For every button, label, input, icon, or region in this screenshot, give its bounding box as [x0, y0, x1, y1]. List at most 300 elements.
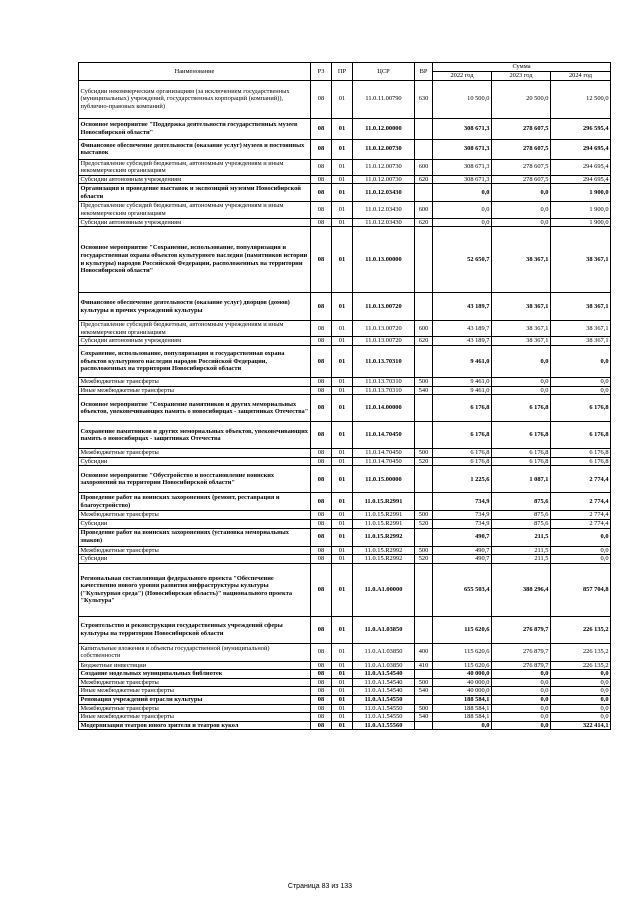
cell-sum-2023: 211,5 [492, 546, 551, 555]
cell-sum-2022: 1 225,6 [433, 466, 492, 493]
cell-pr: 01 [332, 661, 353, 670]
cell-rz: 08 [311, 704, 332, 713]
cell-pr: 01 [332, 337, 353, 346]
cell-name: Организация и проведение выставок и экспозиций музеями Новосибирской области [79, 184, 311, 202]
cell-pr: 01 [332, 616, 353, 643]
header-rz: РЗ [311, 63, 332, 81]
cell-rz: 08 [311, 293, 332, 321]
cell-sum-2023: 278 607,5 [492, 159, 551, 175]
cell-csr: 11.0.14.70450 [353, 422, 415, 449]
cell-pr: 01 [332, 227, 353, 293]
cell-rz: 08 [311, 466, 332, 493]
cell-vr: 500 [415, 449, 433, 458]
header-csr: ЦСР [353, 63, 415, 81]
table-row [79, 449, 611, 458]
cell-sum-2024: 1 900,0 [551, 202, 611, 218]
cell-sum-2022: 308 671,3 [433, 159, 492, 175]
cell-rz: 08 [311, 386, 332, 395]
cell-sum-2024: 12 500,0 [551, 80, 611, 118]
cell-sum-2023: 276 879,7 [492, 661, 551, 670]
cell-sum-2024: 294 695,4 [551, 139, 611, 159]
table-row [79, 184, 611, 202]
table-row [79, 616, 611, 643]
cell-pr: 01 [332, 395, 353, 422]
cell-vr: 600 [415, 202, 433, 218]
cell-rz: 08 [311, 449, 332, 458]
cell-csr: 11.0.12.00730 [353, 139, 415, 159]
cell-vr [415, 293, 433, 321]
cell-name: Субсидии некоммерческим организациям (за исключением государственных (муниципальных) учреждений, государственных корпораций (компаний)), публично-правовых компаний) [79, 80, 311, 118]
cell-sum-2023: 0,0 [492, 704, 551, 713]
cell-sum-2023: 0,0 [492, 377, 551, 386]
cell-sum-2022: 490,7 [433, 555, 492, 564]
cell-rz: 08 [311, 80, 332, 118]
cell-rz: 08 [311, 643, 332, 661]
cell-sum-2022: 0,0 [433, 202, 492, 218]
table-row [79, 670, 611, 679]
cell-csr: 11.0.14.70450 [353, 457, 415, 466]
cell-pr: 01 [332, 218, 353, 227]
cell-sum-2024: 38 367,1 [551, 337, 611, 346]
cell-csr: 11.0.14.70450 [353, 449, 415, 458]
cell-sum-2023: 6 176,8 [492, 395, 551, 422]
cell-pr: 01 [332, 678, 353, 687]
cell-vr: 520 [415, 519, 433, 528]
cell-csr: 11.0.15.00000 [353, 466, 415, 493]
header-year-2022: 2022 год [433, 72, 492, 81]
cell-rz: 08 [311, 678, 332, 687]
cell-sum-2024: 0,0 [551, 687, 611, 696]
cell-pr: 01 [332, 555, 353, 564]
cell-pr: 01 [332, 386, 353, 395]
cell-vr: 540 [415, 386, 433, 395]
cell-sum-2022: 6 176,8 [433, 449, 492, 458]
header-year-2024: 2024 год [551, 72, 611, 81]
cell-name: Субсидии автономным учреждениям [79, 175, 311, 184]
cell-csr: 11.0.12.00730 [353, 175, 415, 184]
cell-name: Субсидии автономным учреждениям [79, 218, 311, 227]
cell-sum-2024: 0,0 [551, 696, 611, 705]
cell-sum-2024: 226 135,2 [551, 661, 611, 670]
cell-sum-2022: 43 189,7 [433, 293, 492, 321]
cell-csr: 11.0.A1.03850 [353, 661, 415, 670]
table-row [79, 118, 611, 139]
cell-rz: 08 [311, 519, 332, 528]
cell-sum-2024: 6 176,8 [551, 395, 611, 422]
cell-sum-2024: 2 774,4 [551, 466, 611, 493]
cell-vr: 540 [415, 687, 433, 696]
cell-sum-2023: 211,5 [492, 528, 551, 546]
cell-csr: 11.0.15.R2992 [353, 555, 415, 564]
cell-csr: 11.0.12.03430 [353, 218, 415, 227]
cell-sum-2024: 226 135,2 [551, 616, 611, 643]
cell-name: Субсидии [79, 519, 311, 528]
cell-sum-2022: 490,7 [433, 546, 492, 555]
cell-sum-2022: 308 671,3 [433, 175, 492, 184]
cell-name: Иные межбюджетные трансферты [79, 687, 311, 696]
cell-sum-2024: 226 135,2 [551, 643, 611, 661]
cell-csr: 11.0.A1.54540 [353, 687, 415, 696]
cell-sum-2022: 0,0 [433, 184, 492, 202]
cell-sum-2023: 0,0 [492, 687, 551, 696]
cell-name: Финансовое обеспечение деятельности (оказание услуг) дворцов (домов) культуры и прочих учреждений культуры [79, 293, 311, 321]
cell-vr: 500 [415, 546, 433, 555]
cell-csr: 11.0.15.R2991 [353, 511, 415, 520]
cell-sum-2022: 655 503,4 [433, 563, 492, 616]
table-row [79, 519, 611, 528]
cell-name: Субсидии [79, 555, 311, 564]
cell-rz: 08 [311, 713, 332, 722]
cell-pr: 01 [332, 118, 353, 139]
cell-sum-2023: 0,0 [492, 713, 551, 722]
cell-name: Иные межбюджетные трансферты [79, 386, 311, 395]
cell-csr: 11.0.12.00730 [353, 159, 415, 175]
cell-pr: 01 [332, 696, 353, 705]
cell-sum-2024: 38 367,1 [551, 293, 611, 321]
cell-pr: 01 [332, 528, 353, 546]
cell-sum-2024: 294 695,4 [551, 159, 611, 175]
cell-csr: 11.0.13.00720 [353, 337, 415, 346]
table-row [79, 345, 611, 377]
cell-sum-2023: 6 176,8 [492, 449, 551, 458]
cell-sum-2023: 38 367,1 [492, 321, 551, 337]
cell-sum-2023: 38 367,1 [492, 293, 551, 321]
cell-pr: 01 [332, 670, 353, 679]
table-row [79, 337, 611, 346]
cell-rz: 08 [311, 345, 332, 377]
cell-rz: 08 [311, 721, 332, 730]
table-row [79, 159, 611, 175]
cell-name: Межбюджетные трансферты [79, 546, 311, 555]
cell-sum-2023: 875,6 [492, 519, 551, 528]
table-row [79, 563, 611, 616]
cell-pr: 01 [332, 175, 353, 184]
cell-name: Межбюджетные трансферты [79, 377, 311, 386]
cell-sum-2024: 294 695,4 [551, 175, 611, 184]
cell-name: Межбюджетные трансферты [79, 511, 311, 520]
cell-name: Создание модельных муниципальных библиотек [79, 670, 311, 679]
cell-name: Межбюджетные трансферты [79, 678, 311, 687]
cell-rz: 08 [311, 422, 332, 449]
cell-csr: 11.0.14.00000 [353, 395, 415, 422]
cell-csr: 11.0.13.70310 [353, 345, 415, 377]
cell-csr: 11.0.15.R2992 [353, 528, 415, 546]
cell-sum-2023: 0,0 [492, 721, 551, 730]
table-row [79, 696, 611, 705]
cell-rz: 08 [311, 227, 332, 293]
cell-sum-2024: 38 367,1 [551, 321, 611, 337]
cell-rz: 08 [311, 337, 332, 346]
cell-sum-2022: 9 461,0 [433, 377, 492, 386]
cell-vr [415, 395, 433, 422]
cell-sum-2024: 6 176,8 [551, 422, 611, 449]
cell-sum-2023: 0,0 [492, 218, 551, 227]
table-row [79, 661, 611, 670]
cell-sum-2024: 2 774,4 [551, 493, 611, 511]
cell-name: Строительство и реконструкция государственных учреждений сферы культуры на территории Новосибирской области [79, 616, 311, 643]
cell-vr: 520 [415, 555, 433, 564]
cell-sum-2024: 1 900,0 [551, 184, 611, 202]
table-row [79, 643, 611, 661]
cell-pr: 01 [332, 202, 353, 218]
cell-csr: 11.0.13.70310 [353, 386, 415, 395]
header-sum: Сумма [433, 63, 611, 72]
cell-sum-2024: 0,0 [551, 546, 611, 555]
header-pr: ПР [332, 63, 353, 81]
cell-vr [415, 139, 433, 159]
cell-rz: 08 [311, 493, 332, 511]
cell-vr: 620 [415, 218, 433, 227]
cell-vr: 500 [415, 704, 433, 713]
cell-csr: 11.0.A1.03850 [353, 643, 415, 661]
cell-sum-2022: 734,9 [433, 519, 492, 528]
cell-sum-2022: 40 000,0 [433, 670, 492, 679]
cell-sum-2023: 278 607,5 [492, 118, 551, 139]
cell-vr: 500 [415, 377, 433, 386]
cell-pr: 01 [332, 704, 353, 713]
cell-vr: 500 [415, 511, 433, 520]
cell-sum-2024: 0,0 [551, 704, 611, 713]
table-row [79, 386, 611, 395]
table-row [79, 546, 611, 555]
cell-csr: 11.0.13.70310 [353, 377, 415, 386]
cell-sum-2022: 9 461,0 [433, 386, 492, 395]
cell-sum-2023: 0,0 [492, 696, 551, 705]
cell-vr: 630 [415, 80, 433, 118]
cell-rz: 08 [311, 175, 332, 184]
cell-sum-2022: 43 189,7 [433, 321, 492, 337]
cell-sum-2024: 0,0 [551, 713, 611, 722]
cell-pr: 01 [332, 466, 353, 493]
cell-name: Сохранение, использование, популяризация и государственная охрана объектов культурного наследия народов Российской Федерации, расположенных на территории Новосибирской области [79, 345, 311, 377]
cell-sum-2023: 276 879,7 [492, 643, 551, 661]
cell-sum-2024: 0,0 [551, 386, 611, 395]
page-number: Страница 83 из 133 [287, 883, 353, 890]
cell-sum-2022: 10 500,0 [433, 80, 492, 118]
cell-vr: 620 [415, 337, 433, 346]
cell-pr: 01 [332, 321, 353, 337]
cell-sum-2023: 0,0 [492, 184, 551, 202]
cell-sum-2024: 0,0 [551, 528, 611, 546]
cell-name: Региональная составляющая федерального проекта "Обеспечение качественно нового уровня развития инфраструктуры культуры ("Культурная среда") (Новосибирская область)" национального проекта "Культура" [79, 563, 311, 616]
table-row [79, 293, 611, 321]
table-row [79, 202, 611, 218]
cell-sum-2022: 115 620,6 [433, 616, 492, 643]
cell-vr [415, 227, 433, 293]
cell-vr: 600 [415, 321, 433, 337]
cell-csr: 11.0.A1.00000 [353, 563, 415, 616]
cell-csr: 11.0.A1.55560 [353, 721, 415, 730]
cell-name: Субсидии автономным учреждениям [79, 337, 311, 346]
cell-sum-2024: 0,0 [551, 670, 611, 679]
cell-pr: 01 [332, 643, 353, 661]
cell-csr: 11.0.15.R2991 [353, 493, 415, 511]
cell-pr: 01 [332, 139, 353, 159]
cell-sum-2023: 20 500,0 [492, 80, 551, 118]
cell-csr: 11.0.15.R2991 [353, 519, 415, 528]
cell-sum-2023: 38 367,1 [492, 337, 551, 346]
cell-csr: 11.0.13.00000 [353, 227, 415, 293]
cell-vr [415, 345, 433, 377]
cell-name: Реновация учреждений отрасли культуры [79, 696, 311, 705]
cell-sum-2023: 38 367,1 [492, 227, 551, 293]
cell-rz: 08 [311, 395, 332, 422]
cell-name: Субсидии [79, 457, 311, 466]
header-name: Наименование [79, 63, 311, 81]
cell-pr: 01 [332, 713, 353, 722]
cell-csr: 11.0.12.03430 [353, 184, 415, 202]
cell-csr: 11.0.A1.54550 [353, 713, 415, 722]
cell-vr: 500 [415, 678, 433, 687]
cell-vr: 520 [415, 457, 433, 466]
cell-vr [415, 493, 433, 511]
cell-name: Проведение работ на воинских захоронениях (установка мемориальных знаков) [79, 528, 311, 546]
cell-pr: 01 [332, 546, 353, 555]
cell-pr: 01 [332, 519, 353, 528]
cell-sum-2022: 40 000,0 [433, 687, 492, 696]
table-row [79, 511, 611, 520]
table-body [79, 80, 611, 730]
cell-vr [415, 616, 433, 643]
cell-vr [415, 422, 433, 449]
cell-pr: 01 [332, 377, 353, 386]
cell-pr: 01 [332, 80, 353, 118]
cell-pr: 01 [332, 422, 353, 449]
cell-rz: 08 [311, 555, 332, 564]
cell-sum-2023: 0,0 [492, 345, 551, 377]
cell-rz: 08 [311, 202, 332, 218]
cell-name: Модернизация театров юного зрителя и театров кукол [79, 721, 311, 730]
table-row [79, 321, 611, 337]
cell-rz: 08 [311, 511, 332, 520]
cell-rz: 08 [311, 563, 332, 616]
cell-sum-2022: 734,9 [433, 511, 492, 520]
cell-sum-2023: 875,6 [492, 493, 551, 511]
cell-csr: 11.0.12.03430 [353, 202, 415, 218]
cell-pr: 01 [332, 563, 353, 616]
cell-name: Межбюджетные трансферты [79, 449, 311, 458]
cell-name: Предоставление субсидий бюджетным, автономным учреждениям и иным некоммерческим организациям [79, 202, 311, 218]
cell-vr [415, 118, 433, 139]
cell-csr: 11.0.11.00790 [353, 80, 415, 118]
cell-sum-2023: 0,0 [492, 202, 551, 218]
cell-sum-2024: 0,0 [551, 678, 611, 687]
cell-name: Сохранение памятников и других мемориальных объектов, увековечивающих память о новосибирцах - защитниках Отечества [79, 422, 311, 449]
cell-csr: 11.0.A1.54550 [353, 704, 415, 713]
table-row [79, 395, 611, 422]
cell-pr: 01 [332, 184, 353, 202]
cell-sum-2023: 1 087,1 [492, 466, 551, 493]
cell-csr: 11.0.A1.54540 [353, 670, 415, 679]
cell-sum-2023: 0,0 [492, 670, 551, 679]
cell-vr [415, 184, 433, 202]
cell-csr: 11.0.13.00720 [353, 321, 415, 337]
cell-rz: 08 [311, 139, 332, 159]
table-header [79, 63, 611, 81]
cell-sum-2023: 6 176,8 [492, 457, 551, 466]
cell-sum-2022: 6 176,8 [433, 457, 492, 466]
cell-vr: 600 [415, 159, 433, 175]
cell-rz: 08 [311, 528, 332, 546]
cell-rz: 08 [311, 184, 332, 202]
table-row [79, 377, 611, 386]
cell-sum-2023: 0,0 [492, 678, 551, 687]
cell-sum-2023: 278 607,5 [492, 175, 551, 184]
cell-rz: 08 [311, 218, 332, 227]
cell-pr: 01 [332, 345, 353, 377]
cell-rz: 08 [311, 616, 332, 643]
cell-sum-2022: 40 000,0 [433, 678, 492, 687]
header-vr: ВР [415, 63, 433, 81]
cell-name: Основное мероприятие "Сохранение памятников и других мемориальных объектов, увековечивающих память о новосибирцах - защитниках Отечества" [79, 395, 311, 422]
cell-name: Межбюджетные трансферты [79, 704, 311, 713]
table-row [79, 721, 611, 730]
cell-rz: 08 [311, 661, 332, 670]
table-row [79, 713, 611, 722]
cell-rz: 08 [311, 377, 332, 386]
cell-vr: 410 [415, 661, 433, 670]
cell-rz: 08 [311, 321, 332, 337]
cell-name: Предоставление субсидий бюджетным, автономным учреждениям и иным некоммерческим организациям [79, 159, 311, 175]
table-row [79, 678, 611, 687]
cell-sum-2023: 0,0 [492, 386, 551, 395]
cell-vr [415, 528, 433, 546]
cell-rz: 08 [311, 546, 332, 555]
cell-sum-2024: 0,0 [551, 377, 611, 386]
cell-sum-2022: 188 584,1 [433, 713, 492, 722]
cell-csr: 11.0.15.R2992 [353, 546, 415, 555]
cell-name: Основное мероприятие "Обустройство и восстановление воинских захоронений на территории Новосибирской области" [79, 466, 311, 493]
cell-vr: 400 [415, 643, 433, 661]
cell-sum-2024: 6 176,8 [551, 449, 611, 458]
cell-sum-2024: 857 704,8 [551, 563, 611, 616]
cell-pr: 01 [332, 493, 353, 511]
cell-sum-2024: 1 900,0 [551, 218, 611, 227]
cell-pr: 01 [332, 449, 353, 458]
cell-name: Финансовое обеспечение деятельности (оказание услуг) музеев и постоянных выставок [79, 139, 311, 159]
document-page [78, 62, 610, 730]
table-row [79, 175, 611, 184]
cell-pr: 01 [332, 721, 353, 730]
cell-csr: 11.0.A1.54550 [353, 696, 415, 705]
table-row [79, 139, 611, 159]
cell-sum-2024: 322 414,1 [551, 721, 611, 730]
cell-pr: 01 [332, 159, 353, 175]
table-row [79, 687, 611, 696]
table-row [79, 227, 611, 293]
cell-sum-2023: 278 607,5 [492, 139, 551, 159]
cell-csr: 11.0.A1.03850 [353, 616, 415, 643]
cell-pr: 01 [332, 687, 353, 696]
cell-sum-2024: 38 367,1 [551, 227, 611, 293]
cell-vr: 620 [415, 175, 433, 184]
cell-sum-2022: 188 584,1 [433, 696, 492, 705]
cell-sum-2022: 308 671,3 [433, 139, 492, 159]
cell-sum-2022: 6 176,8 [433, 395, 492, 422]
table-row [79, 457, 611, 466]
cell-csr: 11.0.A1.54540 [353, 678, 415, 687]
cell-sum-2022: 9 461,0 [433, 345, 492, 377]
cell-rz: 08 [311, 696, 332, 705]
cell-sum-2023: 211,5 [492, 555, 551, 564]
cell-name: Бюджетные инвестиции [79, 661, 311, 670]
cell-sum-2022: 6 176,8 [433, 422, 492, 449]
cell-sum-2022: 52 650,7 [433, 227, 492, 293]
table-row [79, 704, 611, 713]
cell-csr: 11.0.13.00720 [353, 293, 415, 321]
cell-sum-2022: 115 620,6 [433, 643, 492, 661]
cell-pr: 01 [332, 511, 353, 520]
